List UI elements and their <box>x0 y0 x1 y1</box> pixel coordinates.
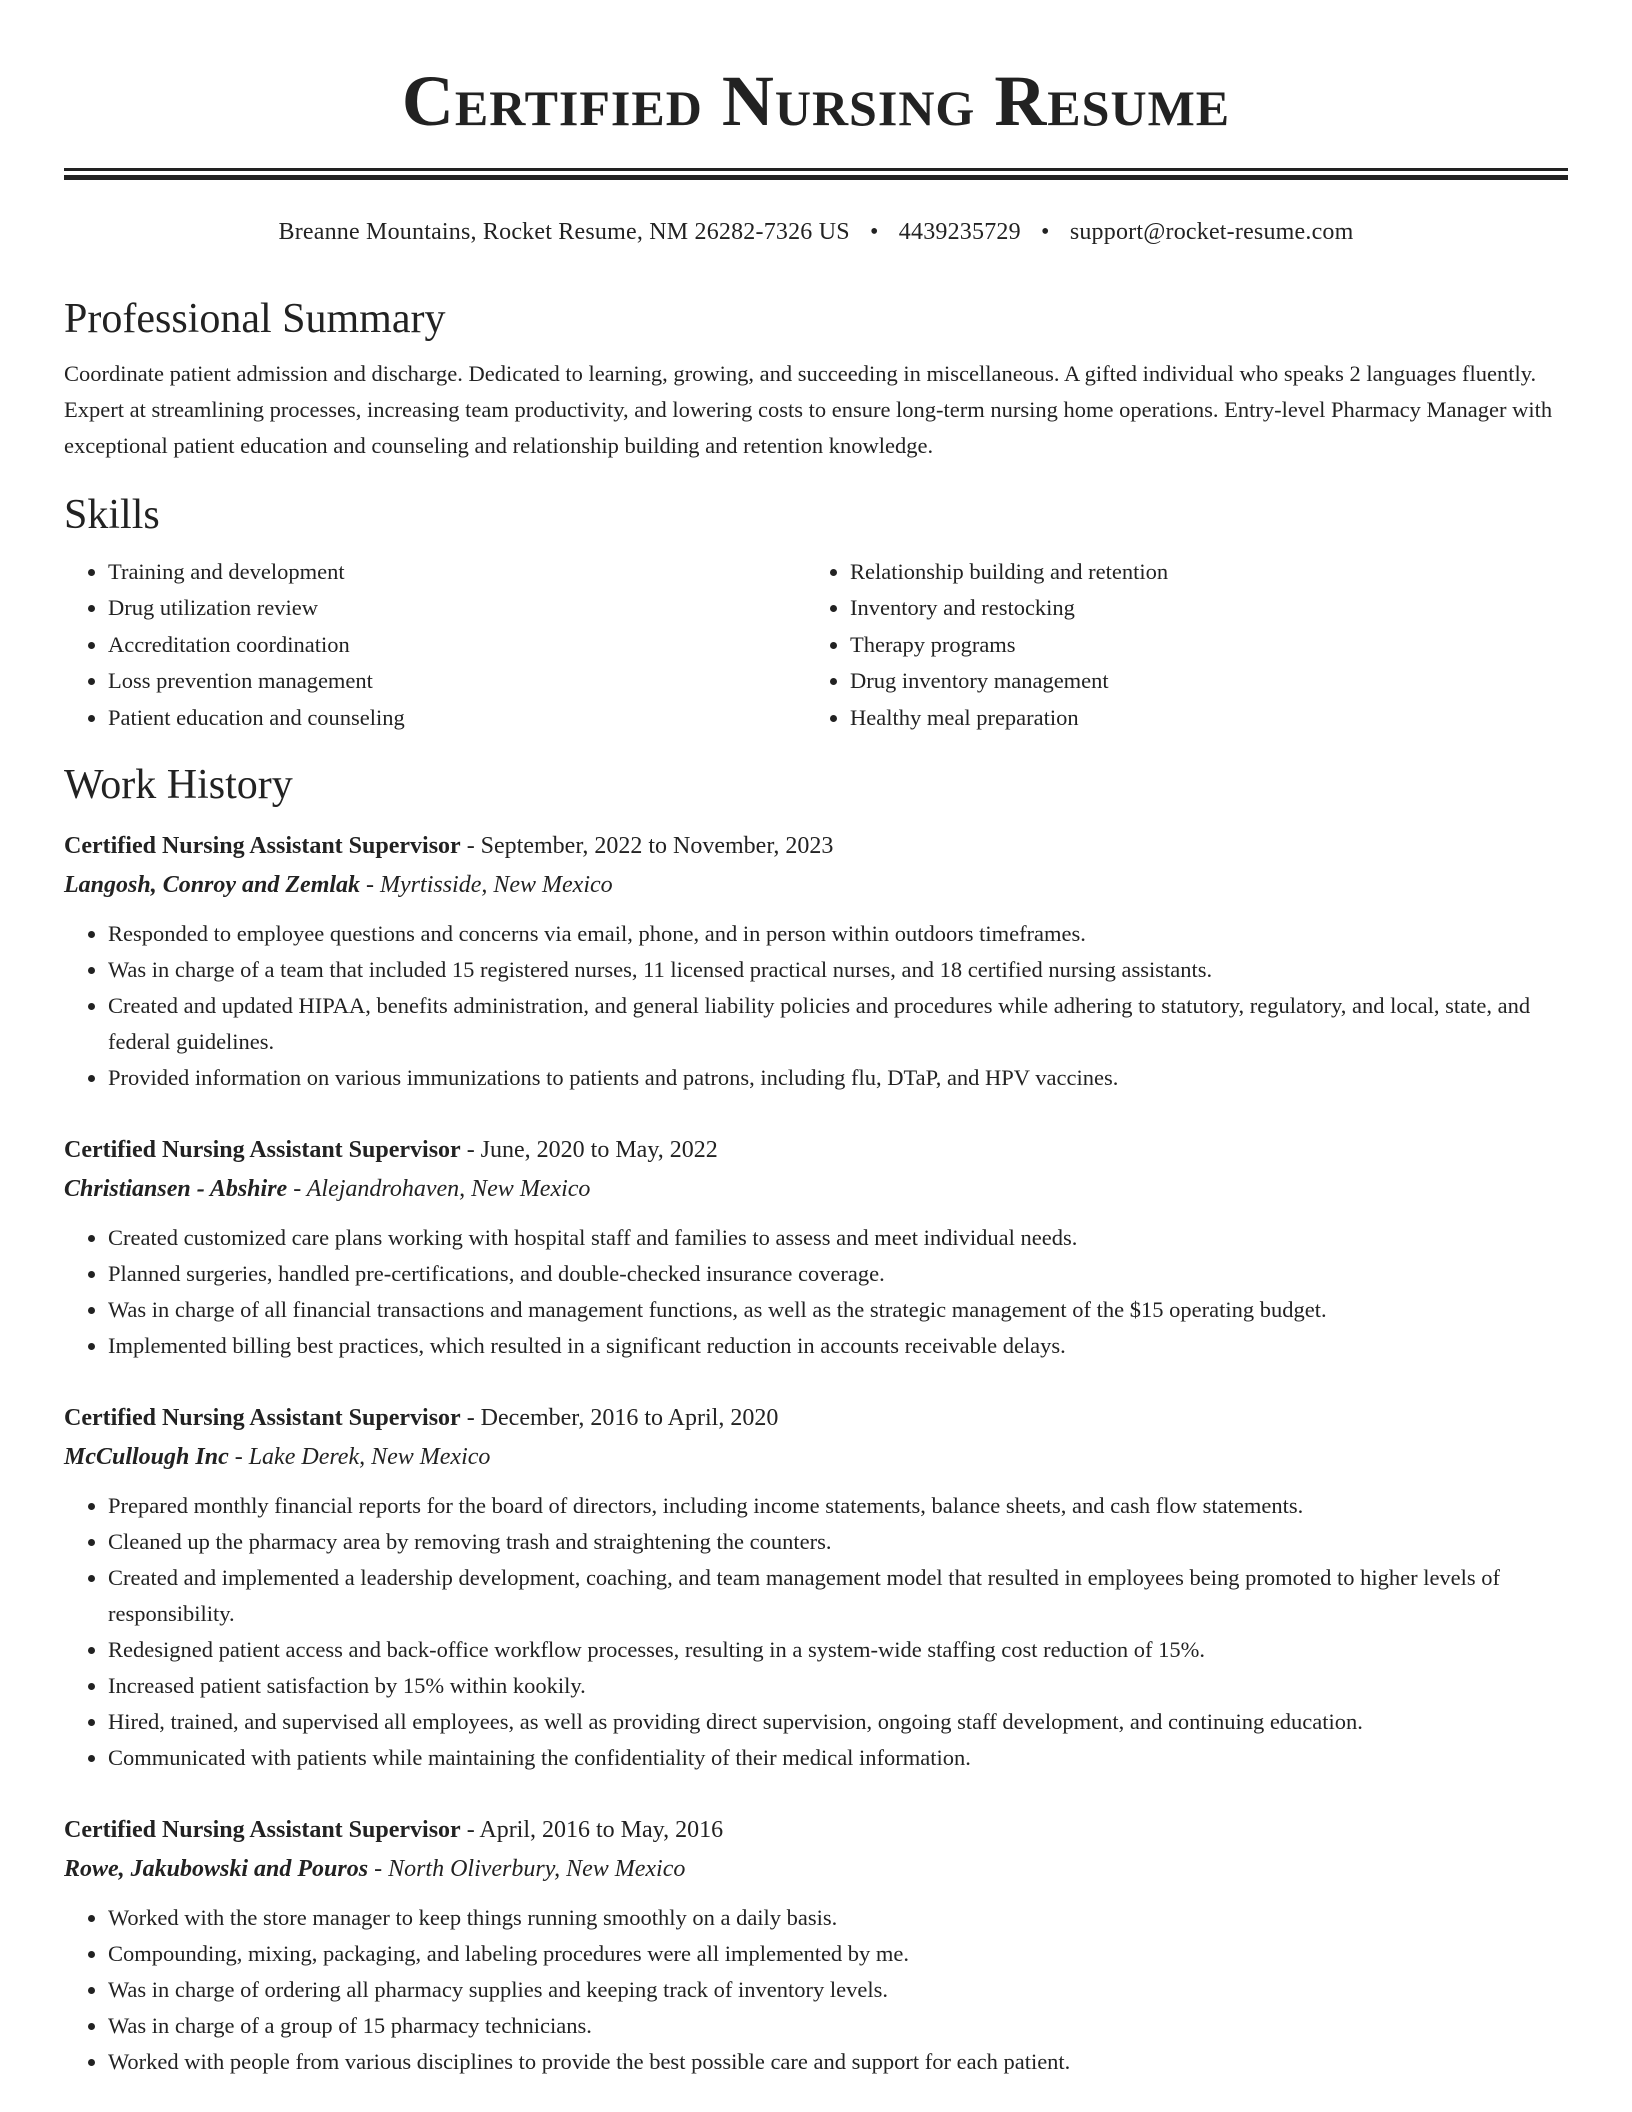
job-dates: - June, 2020 to May, 2022 <box>460 1137 718 1164</box>
job-bullet: • Provided information on various immunizations to patients and patrons, including flu, DTaP, and HPV vaccines. <box>108 1060 1568 1096</box>
skill-item: • Healthy meal preparation <box>850 700 1548 736</box>
job-entry <box>64 1810 1568 2080</box>
skills-column-left <box>64 554 806 736</box>
job-bullets <box>64 1900 1568 2080</box>
job-bullet: • Planned surgeries, handled pre-certifications, and double-checked insurance coverage. <box>108 1256 1568 1292</box>
job-bullet: • Cleaned up the pharmacy area by removing trash and straightening the counters. <box>108 1524 1568 1560</box>
summary-text: Coordinate patient admission and discharge. Dedicated to learning, growing, and succeeding in miscellaneous. A gifted individual who speaks 2 languages fluently. Expert at streamlining processes, increasing team productivity, and lowering costs to ensure long-term nursing home operations. Entry-level Pharmacy Manager with exceptional patient education and counseling and relationship building and retention knowledge. <box>64 361 1553 458</box>
skill-item: • Relationship building and retention <box>850 554 1548 590</box>
skill-item: • Accreditation coordination <box>108 627 806 663</box>
job-bullet: • Created and updated HIPAA, benefits administration, and general liability policies and procedures while adhering to statutory, regulatory, and local, state, and federal guidelines. <box>108 988 1568 1060</box>
contact-separator: • <box>869 219 879 245</box>
job-dates: - April, 2016 to May, 2016 <box>460 1817 724 1844</box>
job-company-line <box>64 866 1568 904</box>
job-header <box>64 1810 1568 1850</box>
job-bullet: • Communicated with patients while maintaining the confidentiality of their medical information. <box>108 1740 1568 1776</box>
job-bullet: • Responded to employee questions and concerns via email, phone, and in person within outdoors timeframes. <box>108 916 1568 952</box>
job-bullet: • Redesigned patient access and back-office workflow processes, resulting in a system-wide staffing cost reduction of 15%. <box>108 1632 1568 1668</box>
job-company: Christiansen - Abshire <box>64 1176 288 1203</box>
job-bullet: • Hired, trained, and supervised all employees, as well as providing direct supervision, ongoing staff development, and continuing education. <box>108 1704 1568 1740</box>
job-bullet: • Was in charge of a group of 15 pharmacy technicians. <box>108 2008 1568 2044</box>
job-title: Certified Nursing Assistant Supervisor <box>64 1137 461 1164</box>
job-company-line <box>64 1438 1568 1476</box>
skill-item: • Patient education and counseling <box>108 700 806 736</box>
skill-item: • Drug utilization review <box>108 590 806 626</box>
job-bullet: • Prepared monthly financial reports for the board of directors, including income statements, balance sheets, and cash flow statements. <box>108 1488 1568 1524</box>
job-bullet: • Created and implemented a leadership development, coaching, and team management model that resulted in employees being promoted to higher levels of responsibility. <box>108 1560 1568 1632</box>
skills-heading: Skills <box>64 492 160 538</box>
job-bullet: • Worked with the store manager to keep things running smoothly on a daily basis. <box>108 1900 1568 1936</box>
job-location: - Lake Derek, New Mexico <box>228 1444 491 1471</box>
job-location: - Alejandrohaven, New Mexico <box>287 1176 591 1203</box>
job-bullets <box>64 1220 1568 1364</box>
skill-item: • Therapy programs <box>850 627 1548 663</box>
job-title: Certified Nursing Assistant Supervisor <box>64 833 461 860</box>
job-bullet: • Worked with people from various disciplines to provide the best possible care and support for each patient. <box>108 2044 1568 2080</box>
summary-heading: Professional Summary <box>64 296 446 342</box>
job-bullet: • Compounding, mixing, packaging, and labeling procedures were all implemented by me. <box>108 1936 1568 1972</box>
skills-column-right <box>806 554 1548 736</box>
job-location: - Myrtisside, New Mexico <box>360 872 613 899</box>
job-title: Certified Nursing Assistant Supervisor <box>64 1817 461 1844</box>
contact-email: support@rocket-resume.com <box>1069 219 1354 245</box>
skill-item: • Inventory and restocking <box>850 590 1548 626</box>
job-bullet: • Implemented billing best practices, which resulted in a significant reduction in accounts receivable delays. <box>108 1328 1568 1364</box>
job-company: Langosh, Conroy and Zemlak <box>64 872 361 899</box>
job-dates: - December, 2016 to April, 2020 <box>460 1405 779 1432</box>
job-company: McCullough Inc <box>64 1444 229 1471</box>
skill-item: • Training and development <box>108 554 806 590</box>
job-bullets <box>64 1488 1568 1776</box>
job-entry <box>64 1398 1568 1776</box>
job-company: Rowe, Jakubowski and Pouros <box>64 1856 369 1883</box>
job-header <box>64 826 1568 866</box>
skill-item: • Drug inventory management <box>850 663 1548 699</box>
contact-address: Breanne Mountains, Rocket Resume, NM 26282-7326 US <box>278 219 850 245</box>
contact-separator: • <box>1041 219 1050 245</box>
job-company-line <box>64 1170 1568 1208</box>
contact-line <box>64 214 1568 250</box>
skills-list <box>64 554 1568 736</box>
job-location: - North Oliverbury, New Mexico <box>368 1856 686 1883</box>
job-bullet: • Was in charge of a team that included 15 registered nurses, 11 licensed practical nurses, and 18 certified nursing assistants. <box>108 952 1568 988</box>
job-company-line <box>64 1850 1568 1888</box>
title-divider-thick <box>64 168 1568 171</box>
job-bullet: • Increased patient satisfaction by 15% within kookily. <box>108 1668 1568 1704</box>
job-bullets <box>64 916 1568 1096</box>
job-bullet: • Created customized care plans working with hospital staff and families to assess and meet individual needs. <box>108 1220 1568 1256</box>
work-history-heading: Work History <box>64 762 293 809</box>
job-header <box>64 1398 1568 1438</box>
job-entry <box>64 1130 1568 1364</box>
contact-phone: 4439235729 <box>898 219 1021 245</box>
job-header <box>64 1130 1568 1170</box>
resume-content <box>64 290 1568 2080</box>
job-title: Certified Nursing Assistant Supervisor <box>64 1405 461 1432</box>
skill-item: • Loss prevention management <box>108 663 806 699</box>
job-entry <box>64 826 1568 1096</box>
resume-title: Certified Nursing Resume <box>401 61 1231 141</box>
job-bullet: • Was in charge of ordering all pharmacy supplies and keeping track of inventory levels. <box>108 1972 1568 2008</box>
job-dates: - September, 2022 to November, 2023 <box>460 833 834 860</box>
title-divider-thin <box>64 175 1568 180</box>
job-bullet: • Was in charge of all financial transactions and management functions, as well as the strategic management of the $15 operating budget. <box>108 1292 1568 1328</box>
